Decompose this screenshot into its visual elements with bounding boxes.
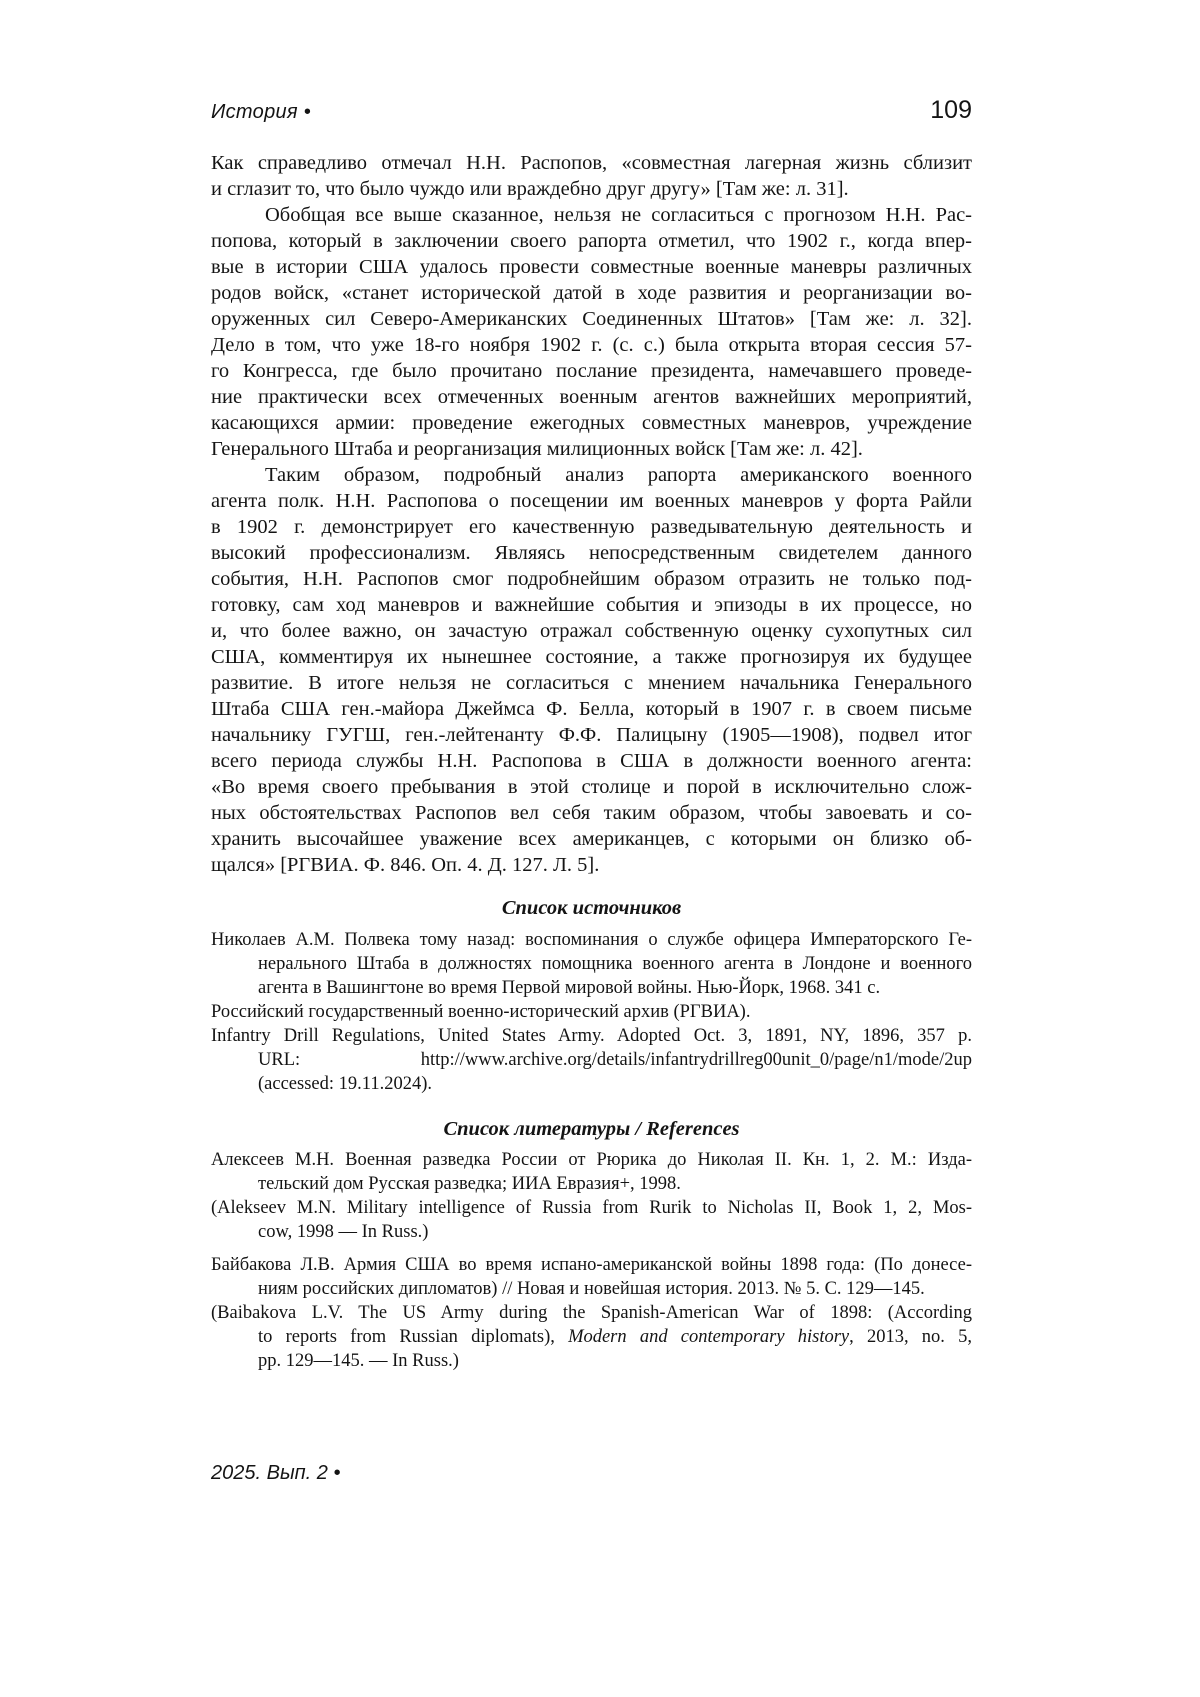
text-line: ных обстоятельствах Распопов вел себя таким образом, чтобы завоевать и со-	[211, 802, 972, 824]
text-line: Таким образом, подробный анализ рапорта американского военного	[265, 464, 972, 486]
text-line: Алексеев М.Н. Военная разведка России от Рюрика до Николая II. Кн. 1, 2. М.: Изда-	[211, 1150, 972, 1170]
running-head: История •	[211, 101, 312, 123]
text-line: родов войск, «станет исторической датой в ходе развития и реорганизации во-	[211, 282, 972, 304]
text-line: вые в истории США удалось провести совместные военные маневры различных	[211, 256, 972, 278]
page-footer	[211, 1462, 340, 1485]
reference-entry	[211, 1148, 972, 1196]
source-entry	[211, 928, 972, 1000]
text-line: развитие. В итоге нельзя не согласиться с мнением начальника Генерального	[211, 672, 972, 694]
reference-entry	[211, 1301, 972, 1373]
text-line: (Alekseev M.N. Military intelligence of Russia from Rurik to Nicholas II, Book 1, 2, Mos-	[211, 1198, 972, 1218]
source-entry	[211, 1000, 972, 1024]
text-line: агента в Вашингтоне во время Первой мировой войны. Нью-Йорк, 1968. 341 с.	[258, 978, 881, 998]
text-line: URL: http://www.archive.org/details/infantrydrillreg00unit_0/page/n1/mode/2up	[258, 1050, 972, 1070]
source-entry	[211, 1024, 972, 1096]
text-line: Infantry Drill Regulations, United States Army. Adopted Oct. 3, 1891, NY, 1896, 357 p.	[211, 1026, 972, 1046]
text-line: касающихся армии: проведение ежегодных совместных маневров, учреждение	[211, 412, 972, 434]
text-line: Штаба США ген.-майора Джеймса Ф. Белла, который в 1907 г. в своем письме	[211, 698, 972, 720]
text-line: (Baibakova L.V. The US Army during the Spanish-American War of 1898: (According	[211, 1303, 972, 1323]
paragraph	[211, 202, 972, 462]
issue-label: 2025. Вып. 2 •	[211, 1462, 341, 1484]
references-list	[211, 1148, 972, 1373]
sources-list	[211, 928, 972, 1096]
text-line: Генерального Штаба и реорганизация милиционных войск [Там же: л. 42].	[211, 438, 863, 460]
article-body	[211, 150, 972, 878]
text-line: pp. 129—145. — In Russ.)	[258, 1351, 459, 1371]
text-line: хранить высочайшее уважение всех американцев, с которыми он близко об-	[211, 828, 972, 850]
text-line: агента полк. Н.Н. Распопова о посещении им военных маневров у форта Райли	[211, 490, 972, 512]
text-line: Российский государственный военно-исторический архив (РГВИА).	[211, 1002, 751, 1022]
text-line: ниям российских дипломатов) // Новая и новейшая история. 2013. № 5. С. 129—145.	[258, 1279, 925, 1299]
text-line: го Конгресса, где было прочитано послание президента, намечавшего проведе-	[211, 360, 972, 382]
text-line: to reports from Russian diplomats), Modern and contemporary history, 2013, no. 5,	[258, 1327, 972, 1347]
reference-entry	[211, 1253, 972, 1301]
text-line: Обобщая все выше сказанное, нельзя не согласиться с прогнозом Н.Н. Рас-	[265, 204, 972, 226]
text-line: высокий профессионализм. Являясь непосредственным свидетелем данного	[211, 542, 972, 564]
paragraph	[211, 462, 972, 878]
text-line: события, Н.Н. Распопов смог подробнейшим образом отразить не только под-	[211, 568, 972, 590]
text-line: ние практически всех отмеченных военным агентов важнейших мероприятий,	[211, 386, 972, 408]
text-line: и сглазит то, что было чуждо или враждебно друг другу» [Там же: л. 31].	[211, 178, 849, 200]
text-line: в 1902 г. демонстрирует его качественную разведывательную деятельность и	[211, 516, 972, 538]
text-line: Николаев А.М. Полвека тому назад: воспоминания о службе офицера Императорского Ге-	[211, 930, 972, 950]
text-line: и, что более важно, он зачастую отражал собственную оценку сухопутных сил	[211, 620, 972, 642]
paragraph	[211, 150, 972, 202]
text-line: США, комментируя их нынешнее состояние, а также прогнозируя их будущее	[211, 646, 972, 668]
references-heading: Список литературы / References	[443, 1118, 740, 1140]
text-line: щался» [РГВИА. Ф. 846. Оп. 4. Д. 127. Л. 5].	[211, 854, 600, 876]
reference-entry	[211, 1196, 972, 1244]
text-line: (accessed: 19.11.2024).	[258, 1074, 432, 1094]
text-line: Как справедливо отмечал Н.Н. Распопов, «совместная лагерная жизнь сблизит	[211, 152, 972, 174]
text-line: всего периода службы Н.Н. Распопова в США в должности военного агента:	[211, 750, 972, 772]
text-line: нерального Штаба в должностях помощника военного агента в Лондоне и военного	[258, 954, 972, 974]
sources-heading: Список источников	[501, 897, 682, 919]
text-line: Дело в том, что уже 18-го ноября 1902 г. (с. с.) была открыта вторая сессия 57-	[211, 334, 972, 356]
text-line: готовку, сам ход маневров и важнейшие события и эпизоды в их процессе, но	[211, 594, 972, 616]
page-header	[211, 96, 972, 125]
text-line: «Во время своего пребывания в этой столице и порой в исключительно слож-	[211, 776, 972, 798]
text-line: тельский дом Русская разведка; ИИА Евразия+, 1998.	[258, 1174, 681, 1194]
text-line: оруженных сил Северо-Американских Соединенных Штатов» [Там же: л. 32].	[211, 308, 972, 330]
text-line: начальнику ГУГШ, ген.-лейтенанту Ф.Ф. Палицыну (1905—1908), подвел итог	[211, 724, 972, 746]
text-line: попова, который в заключении своего рапорта отметил, что 1902 г., когда впер-	[211, 230, 972, 252]
text-line: Байбакова Л.В. Армия США во время испано-американской войны 1898 года: (По донесе-	[211, 1255, 972, 1275]
text-line: cow, 1998 — In Russ.)	[258, 1222, 429, 1242]
page-number: 109	[930, 96, 972, 124]
